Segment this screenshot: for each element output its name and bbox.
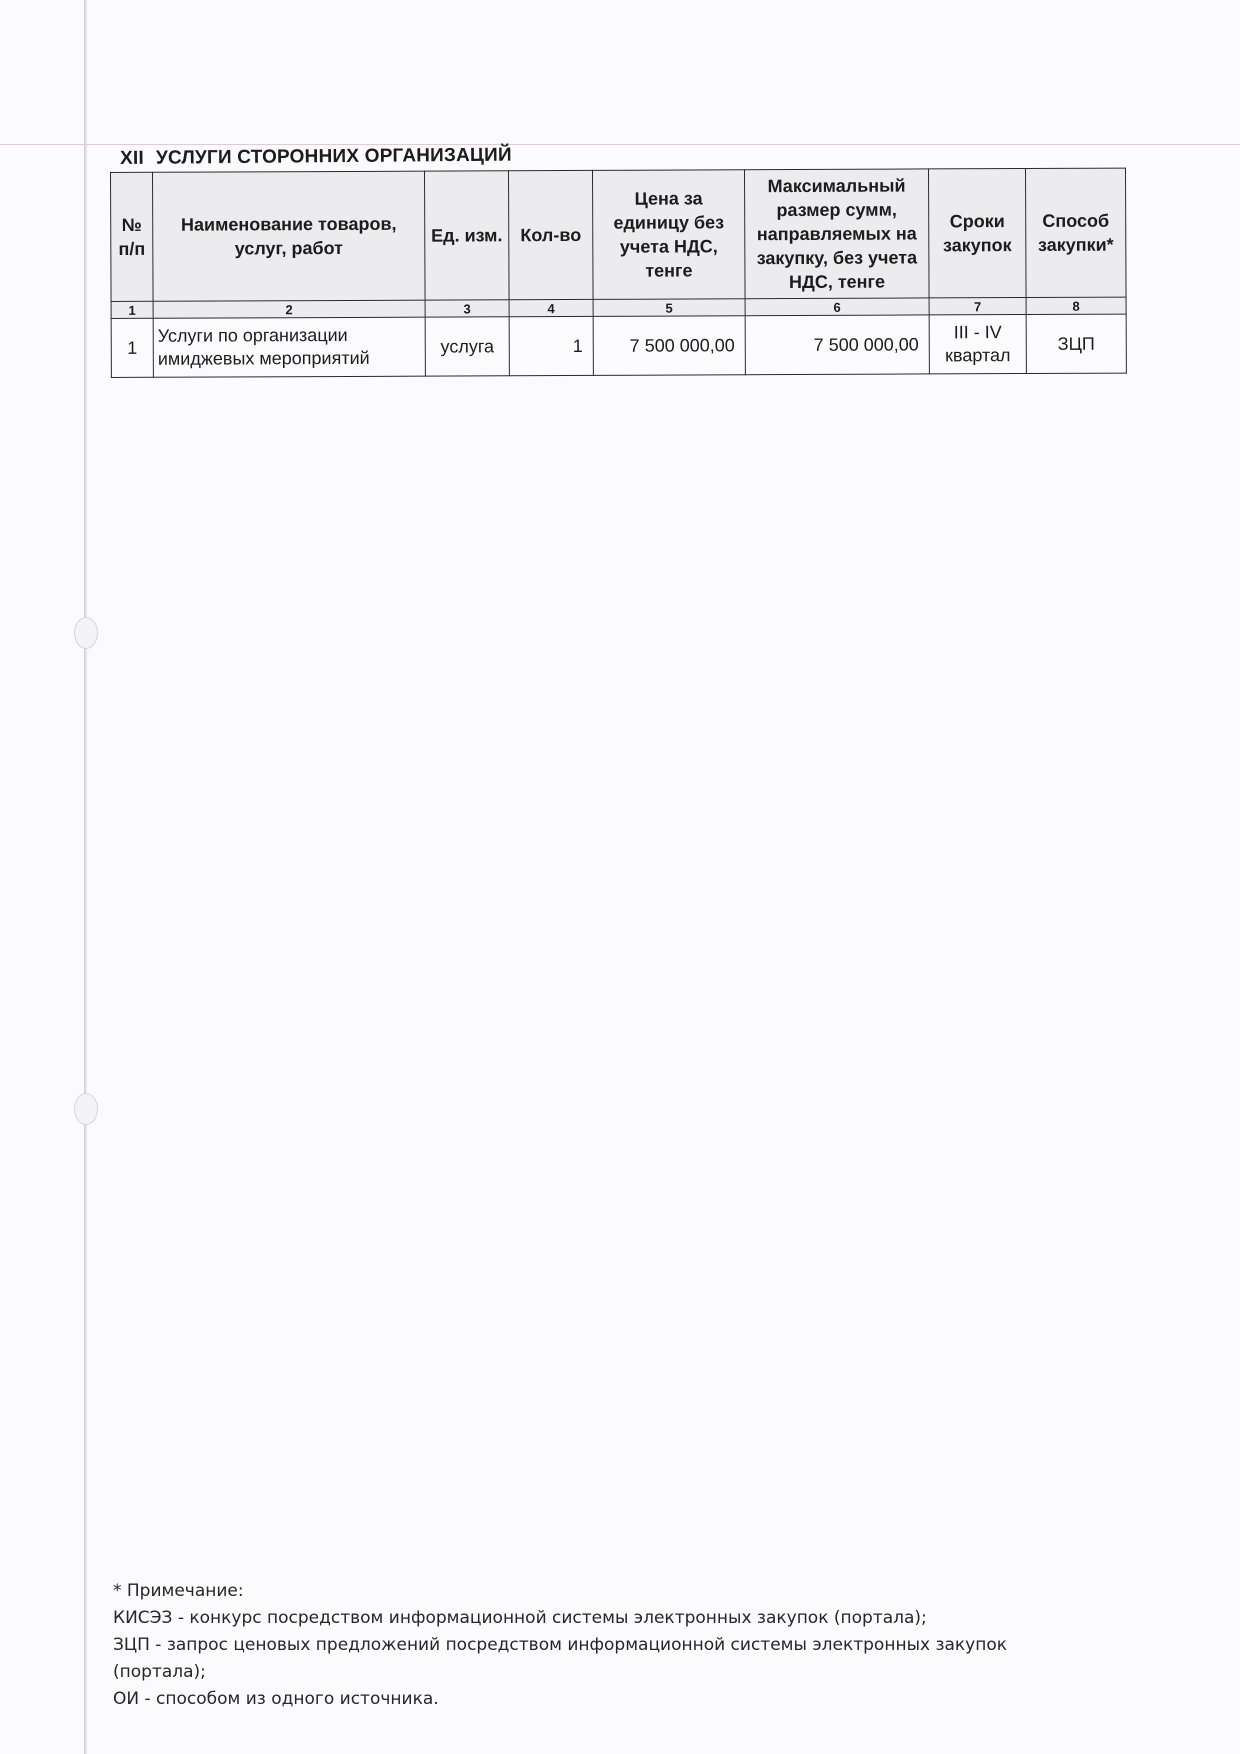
notes-title: * Примечание: (113, 1581, 244, 1601)
procurement-table (110, 168, 1127, 378)
note-line: КИСЭЗ - конкурс посредством информационной системы электронных закупок (портала); (113, 1608, 927, 1628)
header-cell-quantity: Кол-во (508, 170, 593, 299)
note-line: ЗЦП - запрос ценовых предложений посредством информационной системы электронных закупок (портала); (113, 1635, 1008, 1682)
column-number: 4 (509, 299, 593, 316)
column-number: 1 (111, 301, 153, 318)
section-title-text: УСЛУГИ СТОРОННИХ ОРГАНИЗАЦИЙ (155, 144, 512, 169)
cell-number: 1 (111, 318, 153, 377)
header-cell-term: Сроки закупок (928, 169, 1026, 298)
punch-hole (74, 1093, 98, 1125)
column-number: 5 (593, 299, 745, 317)
header-cell-max-sum: Максимальный размер сумм, направляемых на закупку, без учета НДС, тенге (744, 169, 929, 299)
cell-quantity: 1 (509, 316, 593, 375)
cell-method: ЗЦП (1026, 314, 1126, 373)
cell-max-sum: 7 500 000,00 (745, 315, 929, 375)
cell-name: Услуги по организации имиджевых мероприятий (153, 317, 425, 377)
section-number: XII (120, 147, 145, 169)
page-edge (84, 0, 87, 1754)
column-number: 3 (425, 300, 509, 317)
note-line: ОИ - способом из одного источника. (113, 1689, 439, 1709)
header-cell-price: Цена за единицу без учета НДС, тенге (592, 170, 745, 300)
header-cell-unit: Ед. изм. (424, 171, 509, 300)
header-cell-method: Способ закупки* (1025, 168, 1126, 297)
column-number: 6 (745, 298, 929, 316)
notes-block (113, 1578, 1073, 1713)
header-cell-number: № п/п (111, 172, 154, 301)
column-number: 2 (153, 300, 425, 318)
cell-price: 7 500 000,00 (593, 316, 745, 376)
column-number: 7 (929, 298, 1026, 315)
cell-term: III - IV квартал (929, 315, 1026, 374)
scan-line (0, 144, 1240, 145)
punch-hole (74, 617, 98, 649)
table-row (111, 314, 1126, 377)
cell-unit: услуга (425, 317, 509, 376)
header-cell-name: Наименование товаров, услуг, работ (153, 171, 426, 301)
column-number: 8 (1026, 297, 1126, 314)
section-title (120, 145, 512, 170)
table-header-row (111, 168, 1127, 301)
